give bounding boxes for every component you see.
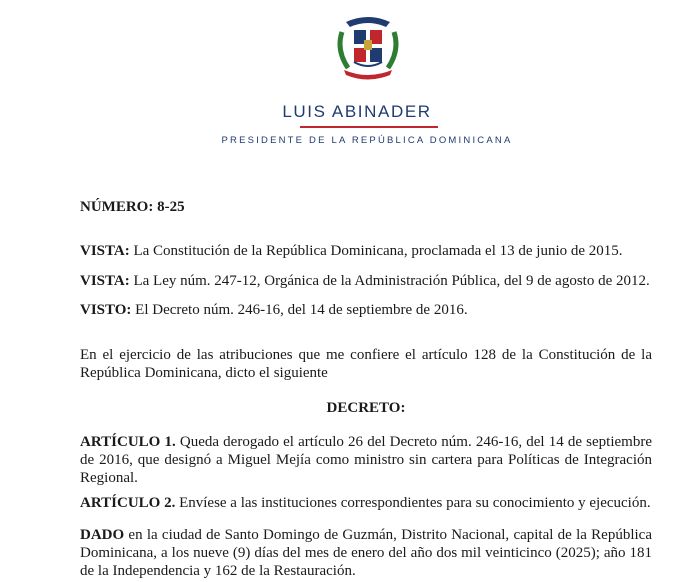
article-1 <box>80 433 652 487</box>
closing-label: DADO <box>80 527 125 543</box>
vista-text: La Constitución de la República Dominicana, proclamada el 13 de junio de 2015. <box>129 243 623 259</box>
visto-label: VISTO: <box>80 302 132 318</box>
decree-number: NÚMERO: 8-25 <box>80 199 185 215</box>
closing-text: en la ciudad de Santo Domingo de Guzmán, Distrito Nacional, capital de la República Dominicana, a los nueve (9) días del mes de enero del año dos mil veinticinco (2025); año 181 de la Independencia y 162 de la Restauración. <box>80 527 652 579</box>
president-name: LUIS ABINADER <box>282 102 432 121</box>
visto-decreto <box>80 301 652 319</box>
decreto-heading: DECRETO: <box>326 400 406 416</box>
article-label: ARTÍCULO 2. <box>80 495 176 511</box>
article-2 <box>80 494 652 512</box>
vista-ley <box>80 272 652 290</box>
article-label: ARTÍCULO 1. <box>80 434 176 450</box>
article-text: Envíese a las instituciones correspondientes para su conocimiento y ejecución. <box>175 495 651 511</box>
article-text: Queda derogado el artículo 26 del Decreto núm. 246-16, del 14 de septiembre de 2016, que designó a Miguel Mejía como ministro sin cartera para Políticas de Integración Regional. <box>80 434 652 486</box>
preamble-paragraph: En el ejercicio de las atribuciones que me confiere el artículo 128 de la Constitución de la República Dominicana, dicto el siguiente <box>80 347 652 381</box>
vista-label: VISTA: <box>80 243 130 259</box>
visto-text: El Decreto núm. 246-16, del 14 de septiembre de 2016. <box>131 302 468 318</box>
closing-paragraph <box>80 526 652 580</box>
vista-constitucion <box>80 242 652 260</box>
coat-of-arms-icon <box>334 14 402 80</box>
president-title: PRESIDENTE DE LA REPÚBLICA DOMINICANA <box>221 135 513 146</box>
vista-label: VISTA: <box>80 273 130 289</box>
vista-text: La Ley núm. 247-12, Orgánica de la Administración Pública, del 9 de agosto de 2012. <box>129 273 650 289</box>
header-divider <box>300 126 438 128</box>
